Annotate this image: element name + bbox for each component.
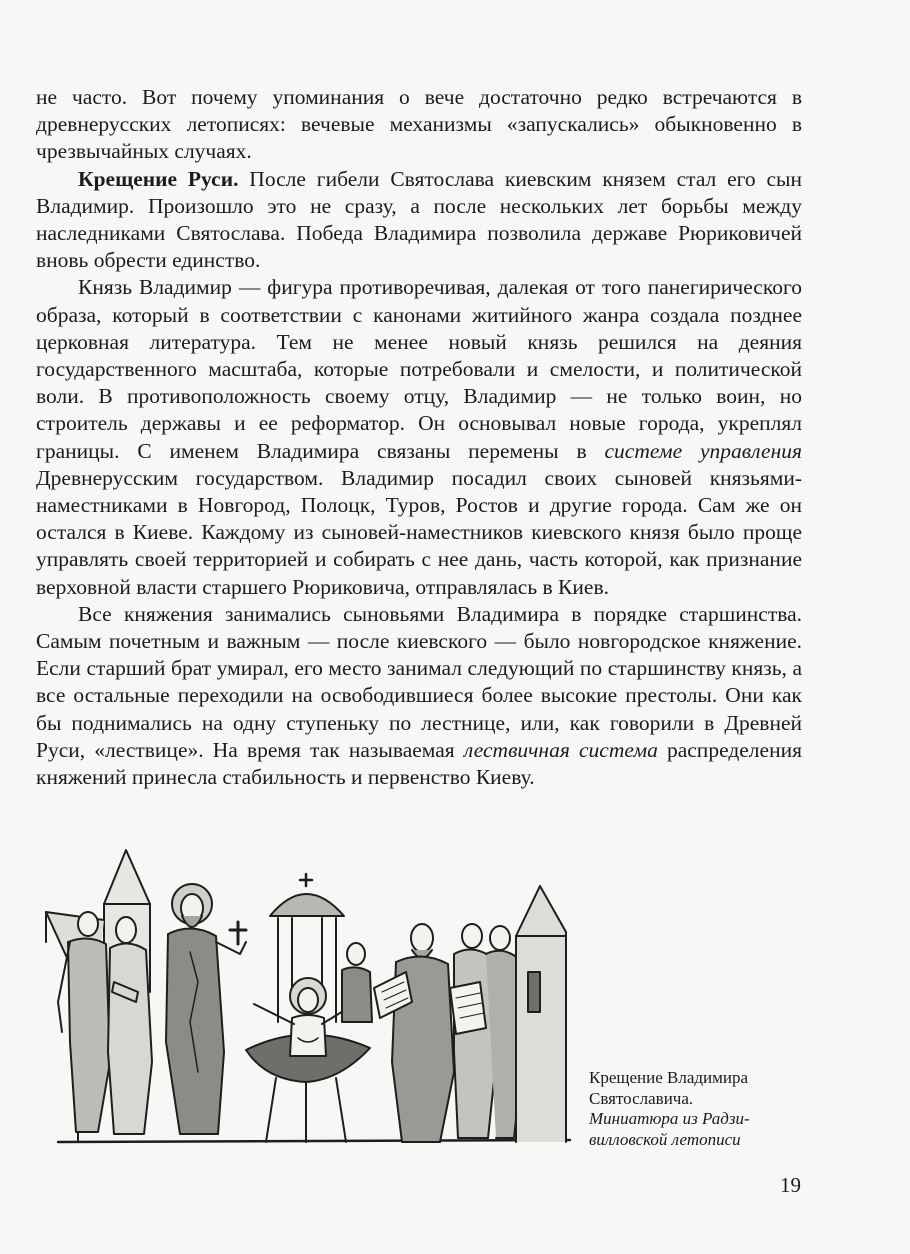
paragraph-1-text: не часто. Вот почему упоминания о вече достаточно редко встречаются в древнерусских летописях: вечевые механизмы «запускались» обыкновенно в чрезвычайных случаях. bbox=[36, 85, 802, 164]
paragraph-4-text-b: распределения княжений принесла стабильность и первенство Киеву. bbox=[36, 737, 802, 790]
paragraph-4 bbox=[36, 601, 802, 791]
figure-caption bbox=[589, 1068, 819, 1150]
caption-line-2: Святославича. bbox=[589, 1088, 694, 1108]
caption-line-4: вилловской летописи bbox=[589, 1129, 741, 1149]
paragraph-2-text: После гибели Святослава киевским князем стал его сын Владимир. Произошло это не сразу, а после нескольких лет борьбы между наследниками Святослава. Победа Владимира позволила державе Рюриковичей вновь обрести единство. bbox=[36, 166, 803, 273]
paragraph-1 bbox=[36, 84, 802, 166]
section-heading: Крещение Руси. bbox=[78, 166, 239, 191]
baptism-miniature-illustration bbox=[40, 842, 572, 1150]
page-number: 19 bbox=[780, 1173, 801, 1197]
paragraph-2 bbox=[36, 166, 802, 275]
paragraph-4-text-a: Все княжения занимались сыновьями Владимира в порядке старшинства. Самым почетным и важным — после киевского — было новгородское княжение. Если старший брат умирал, его место занимал следующий по старшинству князь, а все остальные переходили на освободившиеся более высокие престолы. Они как бы поднимались на одну ступеньку по лестнице, или, как говорили в Древней Руси, «лествице». На время так называемая bbox=[36, 601, 802, 762]
term-ladder-system: лествичная система bbox=[463, 737, 658, 762]
term-system-of-government: системе управления bbox=[604, 438, 803, 463]
caption-line-3: Миниатюра из Радзи- bbox=[589, 1109, 750, 1128]
main-text bbox=[36, 84, 802, 791]
paragraph-3-text-b: Древнерусским государством. Владимир посадил своих сыновей князьями-наместниками в Новгород, Полоцк, Туров, Ростов и другие города. Сам же он остался в Киеве. Каждому из сыновей-наместников киевского князя было проще управлять своей территорией и собирать с нее дань, часть которой, как признание верховной власти старшего Рюриковича, отправлялась в Киев. bbox=[36, 465, 802, 599]
caption-line-1: Крещение Владимира bbox=[589, 1068, 749, 1087]
paragraph-3-text-a: Князь Владимир — фигура противоречивая, далекая от того панегирического образа, который в соответствии с канонами житийного жанра создала позднее церковная литература. Тем не менее новый князь решился на деяния государственного масштаба, которые потребовали и смелости, и политической воли. В противоположность своему отцу, Владимир — не только воин, но строитель державы и ее реформатор. Он основывал новые города, укреплял границы. С именем Владимира связаны перемены в bbox=[36, 275, 802, 463]
paragraph-3 bbox=[36, 274, 802, 600]
